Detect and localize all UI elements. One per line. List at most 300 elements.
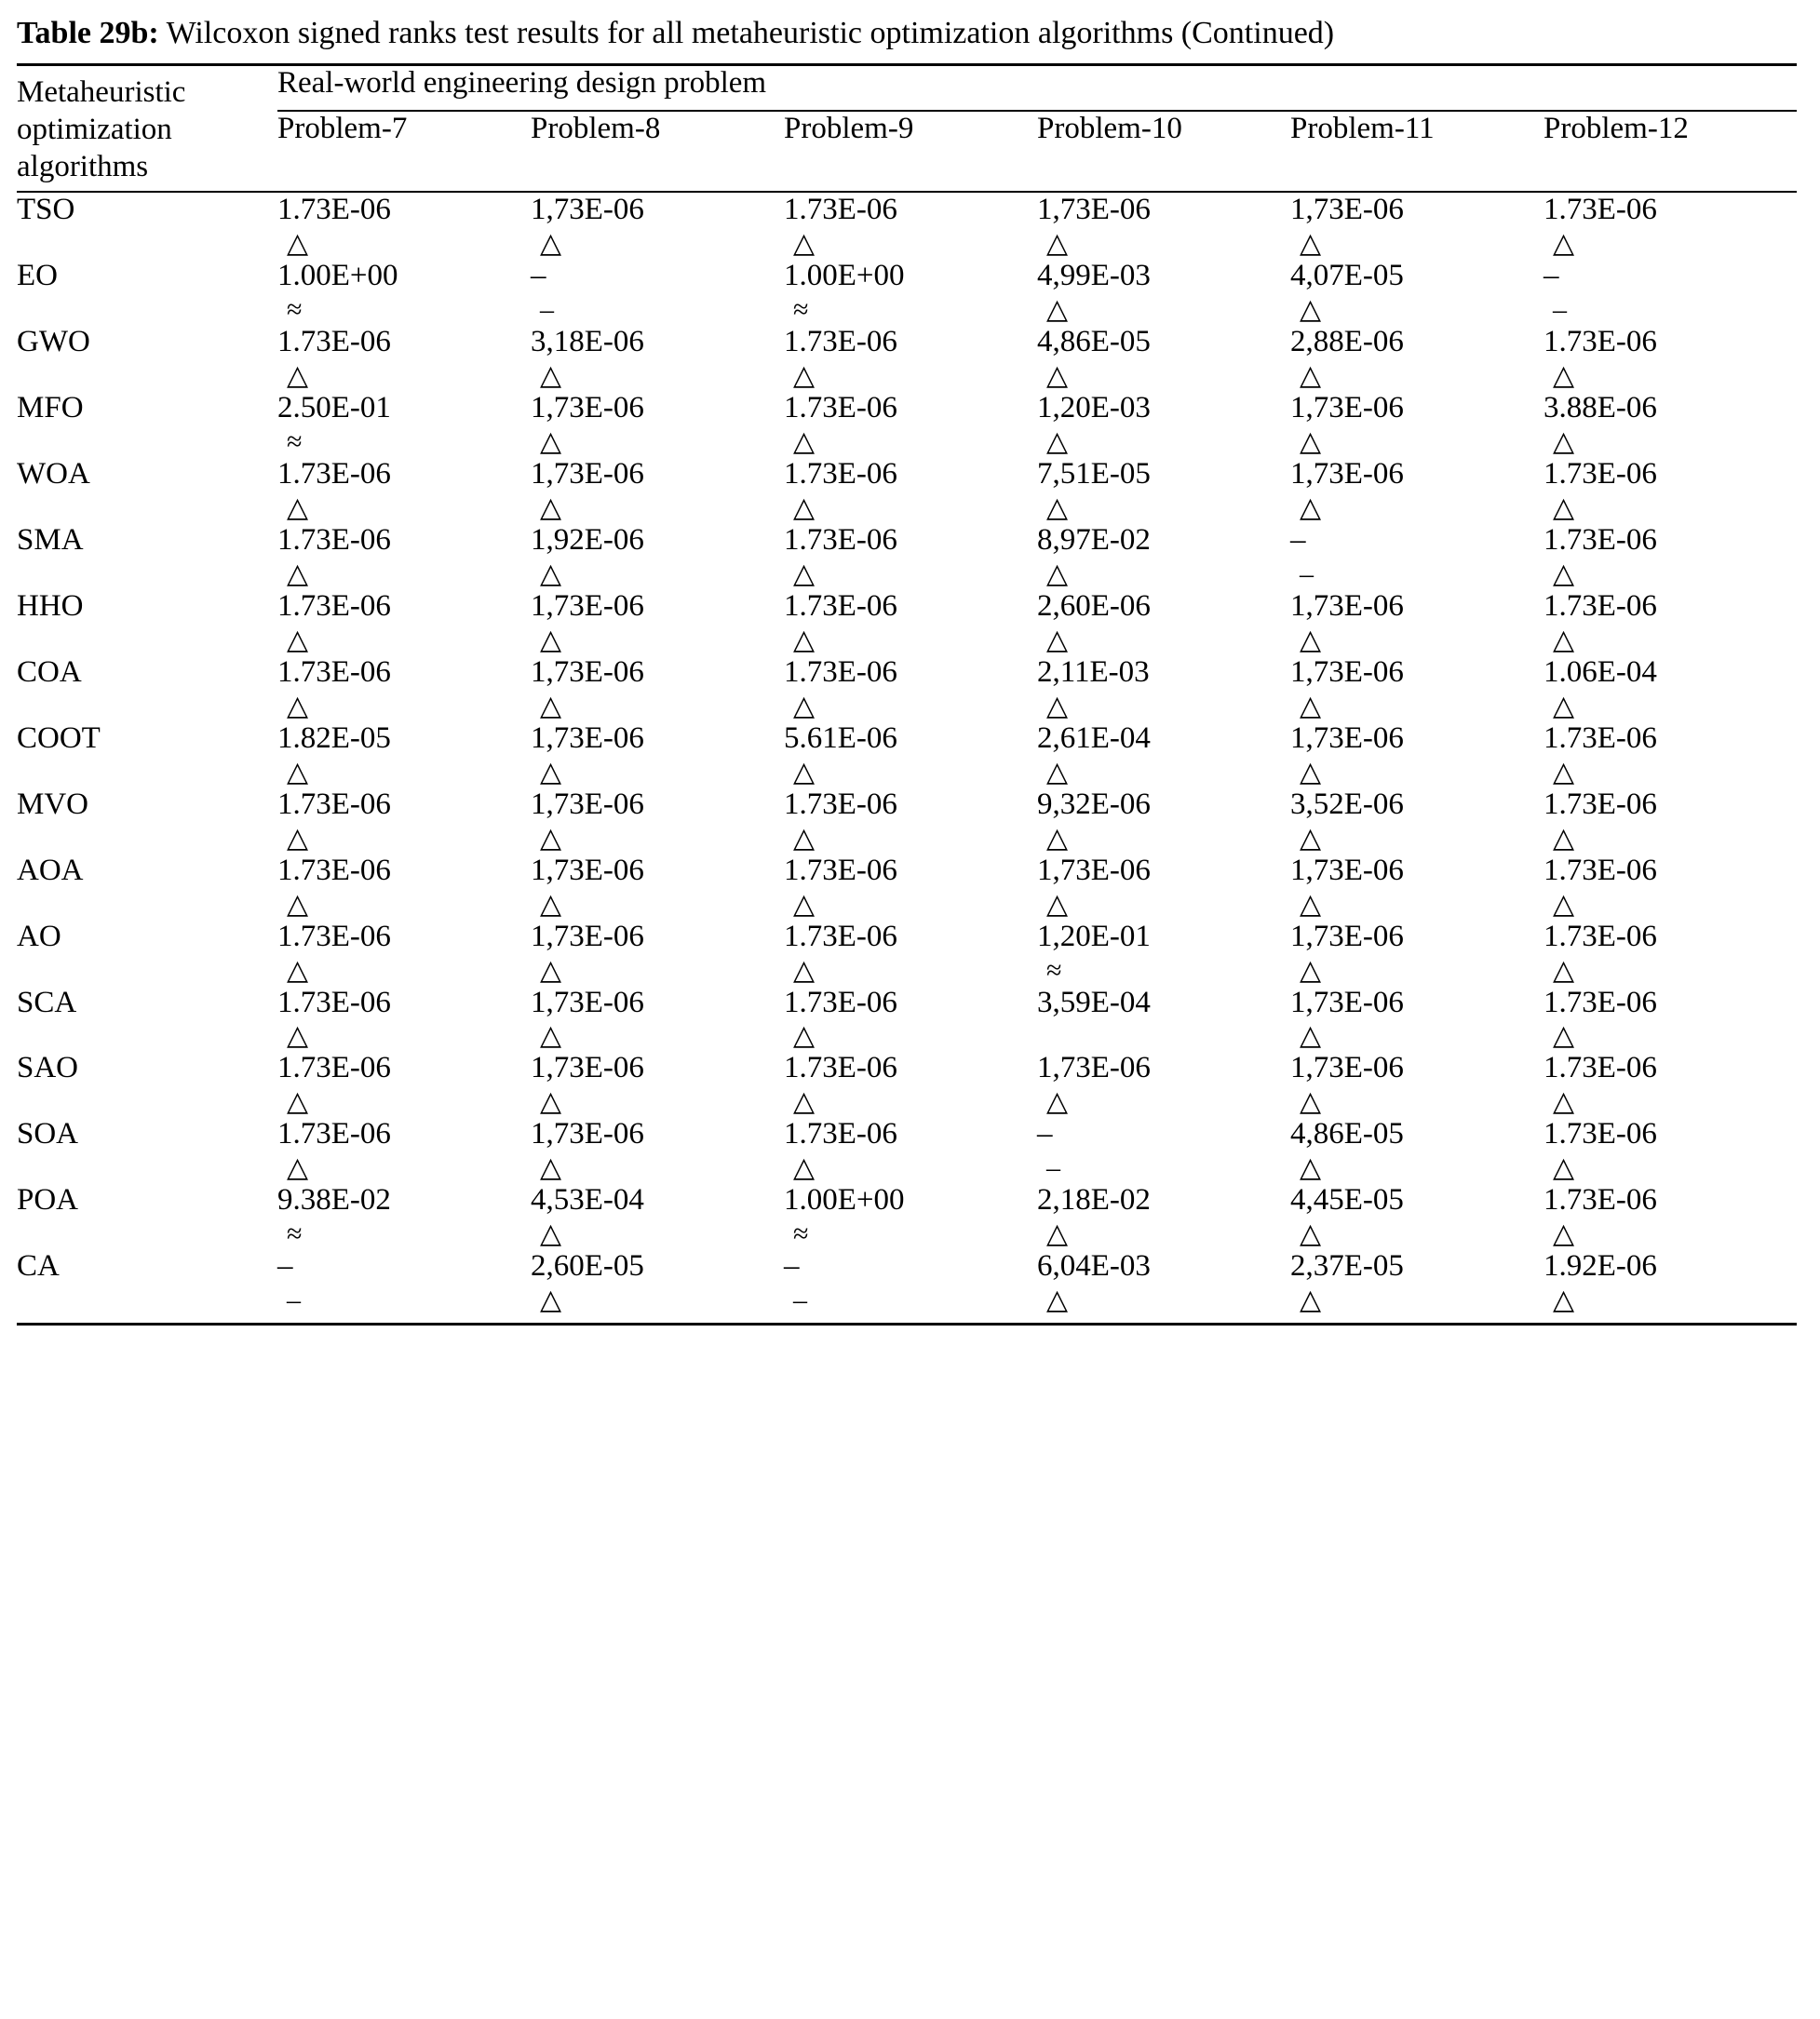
pvalue-cell: 6,04E-03	[1037, 1249, 1151, 1284]
comparison-symbol: △	[1553, 690, 1575, 721]
table-caption-label: Table 29b:	[17, 16, 159, 50]
comparison-symbol: △	[1300, 1218, 1322, 1250]
comparison-symbol: △	[1046, 228, 1069, 260]
comparison-symbol: △	[287, 954, 309, 986]
comparison-symbol: △	[540, 888, 562, 920]
comparison-symbol: △	[540, 1218, 562, 1250]
comparison-symbol: –	[1300, 558, 1314, 589]
pvalue-cell: 2,60E-06	[1037, 588, 1151, 623]
comparison-symbol-cell	[1037, 625, 1290, 655]
pvalue-cell: 1.73E-06	[1544, 787, 1657, 821]
comparison-symbol-cell	[1544, 294, 1797, 325]
comparison-symbol-cell	[1037, 1218, 1290, 1249]
pvalue-cell: 1,73E-06	[1290, 853, 1404, 887]
comparison-symbol-cell	[1544, 889, 1797, 920]
table-row-symbols	[17, 691, 1797, 721]
pvalue-cell: 1,73E-06	[531, 588, 644, 623]
comparison-symbol-cell	[1544, 1218, 1797, 1249]
comparison-symbol: △	[1046, 888, 1069, 920]
pvalue-cell: 8,97E-02	[1037, 522, 1151, 557]
comparison-symbol: △	[287, 1020, 309, 1052]
pvalue-cell: 4,07E-05	[1290, 259, 1404, 293]
pvalue-cell: 3,18E-06	[531, 325, 644, 359]
comparison-symbol-cell	[1544, 1020, 1797, 1051]
pvalue-cell: 1.73E-06	[784, 457, 897, 491]
pvalue-cell: 1.73E-06	[1544, 1051, 1657, 1085]
pvalue-cell: 3,52E-06	[1290, 787, 1404, 821]
table-row	[17, 986, 1797, 1021]
algorithm-name-spacer	[17, 1285, 277, 1315]
comparison-symbol: △	[1300, 1020, 1322, 1052]
pvalue-cell: 7,51E-05	[1037, 457, 1151, 491]
pvalue-cell: 1.73E-06	[1544, 1183, 1657, 1218]
comparison-symbol: △	[1300, 624, 1322, 655]
row-header-line-3: algorithms	[17, 150, 149, 184]
algorithm-name: SAO	[17, 1051, 79, 1085]
algorithm-name: COOT	[17, 720, 101, 755]
comparison-symbol-cell	[277, 294, 531, 325]
pvalue-cell: 1,73E-06	[1290, 985, 1404, 1019]
pvalue-cell: 4,86E-05	[1037, 325, 1151, 359]
comparison-symbol: △	[793, 888, 816, 920]
pvalue-cell: 1.73E-06	[784, 985, 897, 1019]
table-row-symbols	[17, 1152, 1797, 1183]
column-header-5: Problem-11	[1290, 111, 1435, 145]
algorithm-name: GWO	[17, 325, 90, 359]
algorithm-name: AOA	[17, 853, 84, 887]
comparison-symbol-cell	[1290, 492, 1544, 523]
comparison-symbol: △	[1300, 756, 1322, 787]
algorithm-name-spacer	[17, 691, 277, 721]
comparison-symbol: △	[793, 491, 816, 523]
comparison-symbol: △	[1300, 228, 1322, 260]
pvalue-cell: 1.73E-06	[1544, 985, 1657, 1019]
table-row	[17, 1183, 1797, 1218]
comparison-symbol: △	[1300, 360, 1322, 392]
comparison-symbol: △	[1553, 888, 1575, 920]
pvalue-cell: 1,73E-06	[1290, 391, 1404, 425]
table-row	[17, 721, 1797, 757]
table-bottom-rule	[17, 1325, 1797, 1326]
comparison-symbol: △	[540, 822, 562, 854]
table-row	[17, 391, 1797, 426]
algorithm-name: COA	[17, 654, 82, 689]
table-caption	[17, 13, 1794, 54]
comparison-symbol: △	[540, 624, 562, 655]
comparison-symbol-cell	[1290, 360, 1544, 391]
comparison-symbol: △	[540, 690, 562, 721]
comparison-symbol-cell	[1037, 426, 1290, 457]
pvalue-cell: 1,73E-06	[531, 853, 644, 887]
comparison-symbol-cell	[1037, 492, 1290, 523]
pvalue-cell: 1.06E-04	[1544, 654, 1657, 689]
comparison-symbol-cell	[784, 691, 1037, 721]
pvalue-cell: 1,73E-06	[531, 787, 644, 821]
pvalue-cell: –	[784, 1249, 800, 1284]
pvalue-cell: 9,32E-06	[1037, 787, 1151, 821]
pvalue-cell: 1.73E-06	[784, 1117, 897, 1151]
algorithm-name-spacer	[17, 1086, 277, 1117]
wilcoxon-results-table	[17, 63, 1797, 1326]
column-header-6: Problem-12	[1544, 111, 1689, 145]
comparison-symbol-cell	[277, 955, 531, 986]
pvalue-cell: 2,61E-04	[1037, 720, 1151, 755]
pvalue-cell: 1,20E-01	[1037, 919, 1151, 953]
comparison-symbol-cell	[1037, 955, 1290, 986]
column-header-4: Problem-10	[1037, 111, 1182, 145]
pvalue-cell: 2,88E-06	[1290, 325, 1404, 359]
comparison-symbol-cell	[1037, 757, 1290, 787]
pvalue-cell: 1,73E-06	[531, 1051, 644, 1085]
pvalue-cell: 1.82E-05	[277, 720, 391, 755]
comparison-symbol-cell	[1290, 625, 1544, 655]
comparison-symbol: △	[1046, 1086, 1069, 1118]
pvalue-cell: 1.73E-06	[1544, 720, 1657, 755]
comparison-symbol: △	[1046, 1285, 1069, 1316]
comparison-symbol-cell	[1037, 1020, 1290, 1051]
comparison-symbol: △	[1046, 426, 1069, 458]
comparison-symbol-cell	[1544, 625, 1797, 655]
algorithm-name-spacer	[17, 294, 277, 325]
pvalue-cell: 1.73E-06	[1544, 919, 1657, 953]
comparison-symbol-cell	[1290, 1086, 1544, 1117]
comparison-symbol-cell	[1037, 228, 1290, 259]
comparison-symbol-cell	[784, 889, 1037, 920]
pvalue-cell: 2.50E-01	[277, 391, 391, 425]
pvalue-cell: 1.00E+00	[784, 1183, 905, 1218]
pvalue-cell: 1.73E-06	[277, 919, 391, 953]
table-caption-text: Wilcoxon signed ranks test results for all metaheuristic optimization algorithms (Continued)	[166, 16, 1335, 50]
comparison-symbol-cell	[277, 889, 531, 920]
algorithm-name: MVO	[17, 787, 89, 821]
algorithm-name-spacer	[17, 955, 277, 986]
pvalue-cell: 1,73E-06	[1037, 193, 1151, 227]
comparison-symbol-cell	[277, 757, 531, 787]
comparison-symbol-cell	[531, 559, 784, 589]
table-row-header-third-line	[17, 148, 1797, 192]
comparison-symbol: △	[793, 690, 816, 721]
comparison-symbol-cell	[277, 1086, 531, 1117]
pvalue-cell: 1.73E-06	[784, 787, 897, 821]
comparison-symbol: △	[1300, 1285, 1322, 1316]
comparison-symbol: △	[1553, 1086, 1575, 1118]
comparison-symbol-cell	[1290, 228, 1544, 259]
comparison-symbol: △	[793, 822, 816, 854]
comparison-symbol: △	[1300, 426, 1322, 458]
comparison-symbol: △	[1553, 1218, 1575, 1250]
pvalue-cell: –	[1037, 1117, 1053, 1151]
comparison-symbol-cell	[277, 1152, 531, 1183]
comparison-symbol: △	[1300, 690, 1322, 721]
comparison-symbol-cell	[784, 559, 1037, 589]
comparison-symbol: ≈	[793, 1218, 809, 1250]
table-row	[17, 193, 1797, 228]
pvalue-cell: 1.73E-06	[1544, 325, 1657, 359]
comparison-symbol-cell	[1290, 823, 1544, 854]
pvalue-cell: 1.73E-06	[1544, 1117, 1657, 1151]
comparison-symbol: △	[1046, 1218, 1069, 1250]
comparison-symbol: △	[287, 228, 309, 260]
comparison-symbol-cell	[531, 625, 784, 655]
column-header-1: Problem-7	[277, 111, 408, 145]
table-row	[17, 457, 1797, 492]
comparison-symbol-cell	[784, 426, 1037, 457]
comparison-symbol: △	[287, 558, 309, 589]
pvalue-cell: 2,18E-02	[1037, 1183, 1151, 1218]
pvalue-cell: 4,53E-04	[531, 1183, 644, 1218]
comparison-symbol-cell	[1290, 757, 1544, 787]
comparison-symbol: △	[1553, 360, 1575, 392]
algorithm-name-spacer	[17, 757, 277, 787]
comparison-symbol-cell	[277, 559, 531, 589]
table-row	[17, 655, 1797, 691]
comparison-symbol: △	[1553, 426, 1575, 458]
comparison-symbol-cell	[1544, 757, 1797, 787]
comparison-symbol: ≈	[793, 294, 809, 326]
comparison-symbol: △	[793, 228, 816, 260]
table-row-symbols	[17, 1020, 1797, 1051]
comparison-symbol-cell	[531, 757, 784, 787]
comparison-symbol: △	[287, 491, 309, 523]
comparison-symbol: △	[287, 1086, 309, 1118]
pvalue-cell: 1.73E-06	[277, 985, 391, 1019]
pvalue-cell: 1,73E-06	[1290, 193, 1404, 227]
pvalue-cell: 1,73E-06	[1290, 588, 1404, 623]
pvalue-cell: –	[531, 259, 546, 293]
comparison-symbol: △	[1300, 822, 1322, 854]
comparison-symbol-cell	[277, 1218, 531, 1249]
comparison-symbol-cell	[784, 1152, 1037, 1183]
comparison-symbol: △	[1046, 491, 1069, 523]
pvalue-cell: 1.73E-06	[784, 522, 897, 557]
algorithm-name: CA	[17, 1249, 60, 1284]
comparison-symbol: ≈	[287, 294, 303, 326]
algorithm-name: WOA	[17, 457, 90, 491]
comparison-symbol-cell	[277, 228, 531, 259]
pvalue-cell: 1.73E-06	[277, 1051, 391, 1085]
comparison-symbol: △	[540, 491, 562, 523]
comparison-symbol-cell	[277, 492, 531, 523]
pvalue-cell: 1,73E-06	[531, 720, 644, 755]
table-row-symbols	[17, 559, 1797, 589]
table-row-symbols	[17, 955, 1797, 986]
pvalue-cell: 1,73E-06	[531, 654, 644, 689]
comparison-symbol-cell	[531, 426, 784, 457]
algorithm-name-spacer	[17, 1020, 277, 1051]
comparison-symbol-cell	[531, 1285, 784, 1315]
comparison-symbol-cell	[1037, 294, 1290, 325]
comparison-symbol: △	[540, 1020, 562, 1052]
table-row	[17, 1249, 1797, 1285]
comparison-symbol-cell	[1290, 1020, 1544, 1051]
comparison-symbol: △	[1300, 491, 1322, 523]
comparison-symbol-cell	[784, 1218, 1037, 1249]
pvalue-cell: 1,73E-06	[531, 919, 644, 953]
comparison-symbol-cell	[784, 360, 1037, 391]
comparison-symbol-cell	[1544, 955, 1797, 986]
pvalue-cell: 1.73E-06	[1544, 853, 1657, 887]
algorithm-name-spacer	[17, 426, 277, 457]
comparison-symbol: △	[793, 360, 816, 392]
comparison-symbol: –	[793, 1285, 807, 1316]
comparison-symbol: ≈	[287, 426, 303, 458]
comparison-symbol-cell	[531, 492, 784, 523]
table-row	[17, 1051, 1797, 1086]
comparison-symbol: △	[540, 1086, 562, 1118]
comparison-symbol-cell	[1290, 955, 1544, 986]
comparison-symbol: △	[1553, 624, 1575, 655]
comparison-symbol: △	[540, 558, 562, 589]
algorithm-name: MFO	[17, 391, 84, 425]
comparison-symbol-cell	[531, 691, 784, 721]
comparison-symbol-cell	[1037, 1086, 1290, 1117]
pvalue-cell: 1,73E-06	[1290, 919, 1404, 953]
table-row-symbols	[17, 757, 1797, 787]
column-header-2: Problem-8	[531, 111, 661, 145]
comparison-symbol: △	[1553, 1020, 1575, 1052]
pvalue-cell: 1.73E-06	[784, 193, 897, 227]
pvalue-cell: 2,60E-05	[531, 1249, 644, 1284]
comparison-symbol: △	[287, 1152, 309, 1184]
comparison-symbol: △	[793, 624, 816, 655]
algorithm-name-spacer	[17, 625, 277, 655]
pvalue-cell: 1.73E-06	[1544, 588, 1657, 623]
table-row-symbols	[17, 1218, 1797, 1249]
pvalue-cell: 1,73E-06	[531, 985, 644, 1019]
table-row-symbols	[17, 360, 1797, 391]
comparison-symbol-cell	[531, 823, 784, 854]
comparison-symbol-cell	[277, 1020, 531, 1051]
pvalue-cell: 1,73E-06	[1290, 654, 1404, 689]
comparison-symbol: △	[1046, 690, 1069, 721]
pvalue-cell: 1,73E-06	[531, 1117, 644, 1151]
comparison-symbol-cell	[1037, 1285, 1290, 1315]
pvalue-cell: 1.73E-06	[277, 1117, 391, 1151]
comparison-symbol-cell	[1544, 426, 1797, 457]
comparison-symbol: △	[540, 228, 562, 260]
pvalue-cell: 1.73E-06	[1544, 522, 1657, 557]
comparison-symbol-cell	[1544, 1285, 1797, 1315]
pvalue-cell: 1.73E-06	[277, 325, 391, 359]
comparison-symbol-cell	[531, 1152, 784, 1183]
row-header-line-1: Metaheuristic	[17, 74, 186, 109]
comparison-symbol: △	[793, 1152, 816, 1184]
comparison-symbol: △	[287, 756, 309, 787]
comparison-symbol: △	[1300, 1086, 1322, 1118]
comparison-symbol: △	[1046, 558, 1069, 589]
table-row-symbols	[17, 889, 1797, 920]
comparison-symbol: △	[793, 1020, 816, 1052]
pvalue-cell: 1,73E-06	[531, 457, 644, 491]
pvalue-cell: 2,37E-05	[1290, 1249, 1404, 1284]
comparison-symbol-cell	[1290, 889, 1544, 920]
pvalue-cell: 1.73E-06	[277, 654, 391, 689]
comparison-symbol: △	[1046, 756, 1069, 787]
comparison-symbol-cell	[277, 691, 531, 721]
pvalue-cell: 1,73E-06	[531, 193, 644, 227]
comparison-symbol: △	[793, 954, 816, 986]
algorithm-name: AO	[17, 919, 61, 953]
pvalue-cell: 1.73E-06	[277, 193, 391, 227]
comparison-symbol-cell	[531, 294, 784, 325]
comparison-symbol: △	[793, 426, 816, 458]
comparison-symbol: △	[793, 756, 816, 787]
pvalue-cell: 1.73E-06	[784, 1051, 897, 1085]
algorithm-name: POA	[17, 1183, 79, 1218]
comparison-symbol: △	[540, 1285, 562, 1316]
comparison-symbol-cell	[784, 823, 1037, 854]
comparison-symbol: △	[1553, 1152, 1575, 1184]
comparison-symbol: △	[1553, 228, 1575, 260]
table-row	[17, 787, 1797, 823]
comparison-symbol: △	[1553, 558, 1575, 589]
comparison-symbol: △	[1553, 491, 1575, 523]
group-header-label: Real-world engineering design problem	[277, 66, 1797, 111]
comparison-symbol-cell	[1544, 492, 1797, 523]
comparison-symbol-cell	[1037, 691, 1290, 721]
pvalue-cell: 1.73E-06	[277, 853, 391, 887]
comparison-symbol: △	[287, 822, 309, 854]
algorithm-name: TSO	[17, 193, 75, 227]
table-group-header-row	[17, 66, 1797, 111]
comparison-symbol-cell	[1037, 1152, 1290, 1183]
comparison-symbol: △	[1553, 1285, 1575, 1316]
table-row	[17, 325, 1797, 360]
table-row	[17, 589, 1797, 625]
table-bottom-spacer	[17, 1315, 1797, 1325]
comparison-symbol-cell	[784, 228, 1037, 259]
comparison-symbol-cell	[784, 625, 1037, 655]
comparison-symbol-cell	[1544, 360, 1797, 391]
pvalue-cell: 1.00E+00	[277, 259, 398, 293]
comparison-symbol-cell	[1544, 823, 1797, 854]
comparison-symbol-cell	[1037, 889, 1290, 920]
table-row-symbols	[17, 492, 1797, 523]
comparison-symbol-cell	[784, 955, 1037, 986]
comparison-symbol-cell	[277, 625, 531, 655]
comparison-symbol: –	[540, 294, 554, 326]
comparison-symbol: △	[1046, 822, 1069, 854]
comparison-symbol-cell	[784, 1020, 1037, 1051]
table-row-symbols	[17, 625, 1797, 655]
table-row	[17, 854, 1797, 889]
algorithm-name: SCA	[17, 985, 77, 1019]
comparison-symbol: –	[287, 1285, 301, 1316]
table-row-symbols	[17, 294, 1797, 325]
table-row-symbols	[17, 426, 1797, 457]
pvalue-cell: 1,92E-06	[531, 522, 644, 557]
algorithm-name-spacer	[17, 360, 277, 391]
comparison-symbol: –	[1553, 294, 1567, 326]
pvalue-cell: 1,73E-06	[1037, 1051, 1151, 1085]
comparison-symbol-cell	[784, 492, 1037, 523]
pvalue-cell: 1.73E-06	[784, 654, 897, 689]
comparison-symbol-cell	[1290, 1152, 1544, 1183]
pvalue-cell: 1.73E-06	[784, 853, 897, 887]
comparison-symbol: △	[1553, 756, 1575, 787]
pvalue-cell: 3,59E-04	[1037, 985, 1151, 1019]
comparison-symbol-cell	[531, 955, 784, 986]
comparison-symbol-cell	[277, 1285, 531, 1315]
comparison-symbol-cell	[277, 823, 531, 854]
comparison-symbol-cell	[1290, 691, 1544, 721]
comparison-symbol-cell	[1544, 228, 1797, 259]
pvalue-cell: 9.38E-02	[277, 1183, 391, 1218]
comparison-symbol: △	[1046, 360, 1069, 392]
comparison-symbol-cell	[277, 360, 531, 391]
comparison-symbol-cell	[1290, 559, 1544, 589]
comparison-symbol-cell	[531, 1020, 784, 1051]
